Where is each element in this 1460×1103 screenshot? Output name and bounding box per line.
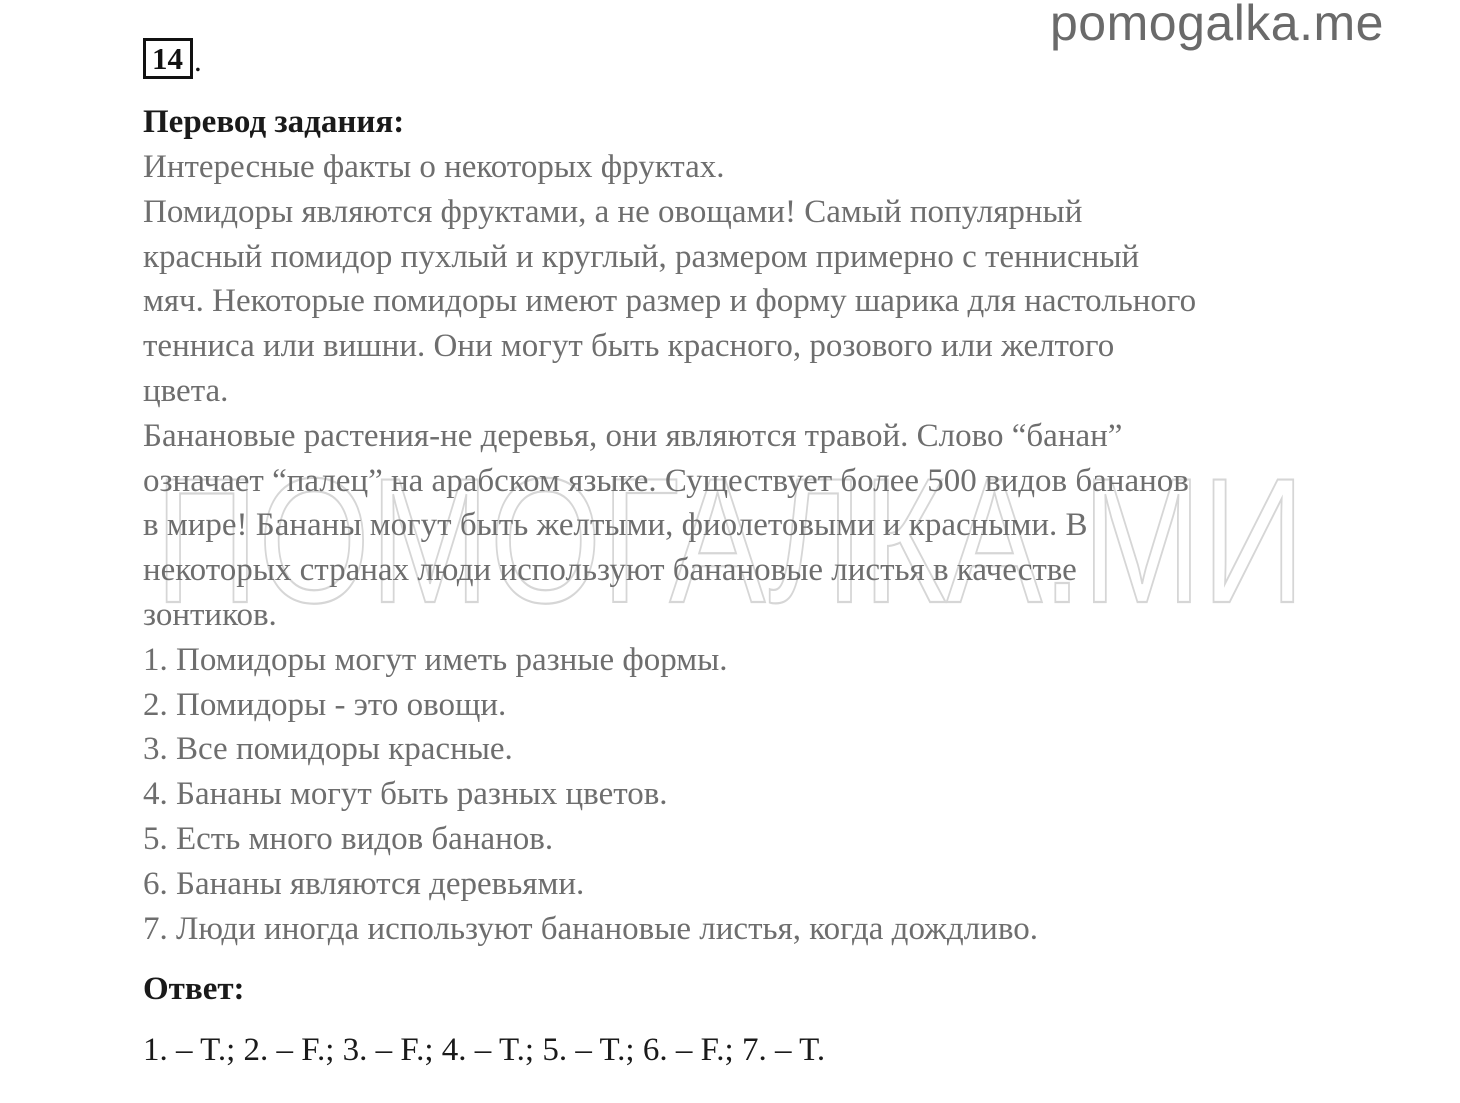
translation-line: красный помидор пухлый и круглый, размером примерно с теннисный — [143, 238, 1140, 275]
task-number-dot: . — [194, 43, 202, 78]
statement-item: 5. Есть много видов бананов. — [143, 820, 554, 857]
translation-line: мяч. Некоторые помидоры имеют размер и форму шарика для настольного — [143, 283, 1197, 320]
statement-item: 7. Люди иногда используют банановые листья, когда дождливо. — [143, 910, 1038, 947]
translation-line: означает “палец” на арабском языке. Существует более 500 видов бананов — [143, 462, 1189, 499]
translation-heading: Перевод задания: — [143, 104, 405, 140]
statement-item: 2. Помидоры - это овощи. — [143, 686, 507, 723]
translation-text — [143, 145, 1433, 638]
translation-line: Банановые растения-не деревья, они являются травой. Слово “банан” — [143, 417, 1123, 454]
watermark-text: ПОМОГАЛКА.МИ — [155, 462, 1305, 622]
translation-line: зонтиков. — [143, 596, 277, 633]
statement-item: 4. Бананы могут быть разных цветов. — [143, 776, 668, 813]
translation-line: некоторых странах люди используют банановые листья в качестве — [143, 552, 1077, 589]
statements-list — [143, 638, 1433, 952]
translation-line: Интересные факты о некоторых фруктах. — [143, 149, 725, 185]
content — [143, 100, 1433, 1073]
answer-heading: Ответ: — [143, 971, 245, 1008]
translation-line: Помидоры являются фруктами, а не овощами! Самый популярный — [143, 193, 1083, 230]
answer-text: 1. – T.; 2. – F.; 3. – F.; 4. – T.; 5. – T.; 6. – F.; 7. – T. — [143, 1032, 826, 1069]
statement-item: 1. Помидоры могут иметь разные формы. — [143, 641, 728, 678]
task-number — [143, 38, 202, 79]
translation-line: тенниса или вишни. Они могут быть красного, розового или желтого — [143, 328, 1115, 365]
statement-item: 6. Бананы являются деревьями. — [143, 865, 585, 902]
task-number-box: 14 — [143, 38, 193, 79]
translation-line: цвета. — [143, 372, 229, 409]
statement-item: 3. Все помидоры красные. — [143, 731, 513, 768]
site-logo-text: pomogalka.me — [1050, 0, 1384, 51]
translation-line: в мире! Бананы могут быть желтыми, фиолетовыми и красными. В — [143, 507, 1088, 544]
